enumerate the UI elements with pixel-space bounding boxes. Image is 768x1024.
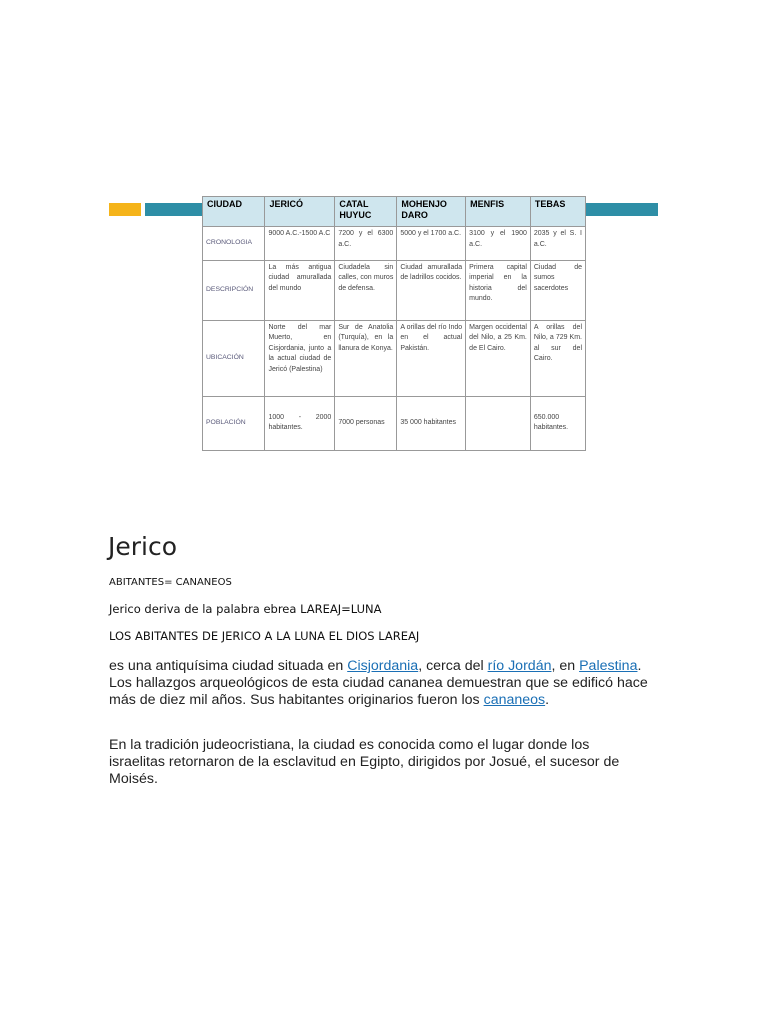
table-cell: 1000 - 2000 habitantes. [265,396,335,450]
table-cell: 35 000 habitantes [397,396,466,450]
table-header-cell: CIUDAD [203,197,265,227]
link-rio-jordan[interactable]: río Jordán [487,658,552,674]
table-header-cell: TEBAS [530,197,585,227]
link-cananeos[interactable]: cananeos [483,691,546,708]
paragraph-text: , en [551,658,580,674]
table-cell: Ciudad de sumos sacerdotes [530,260,585,320]
table-header-cell: CATAL HUYUC [335,197,397,227]
table-cell: 7200 y el 6300 a.C. [335,227,397,261]
table-header-cell: JERICÓ [265,197,335,227]
etymology-line: Jerico deriva de la palabra ebrea LAREAJ=LUNA [109,602,382,616]
table-row [203,396,586,450]
table-cell: Norte del mar Muerto, en Cisjordania, junto a la actual ciudad de Jericó (Palestina) [265,320,335,396]
table-cell: Margen occidental del Nilo, a 25 Km. de El Cairo. [466,320,531,396]
table-cell: 7000 personas [335,396,397,450]
cities-table-image [202,196,586,451]
table-cell: Sur de Anatolia (Turquía), en la llanura de Konya. [335,320,397,396]
table-header-row [203,197,586,227]
link-cisjordania[interactable]: Cisjordania [347,658,419,674]
table-row [203,320,586,396]
table-row [203,260,586,320]
paragraph-text: es una antiquísima ciudad situada en [109,658,348,674]
table-cell: 9000 A.C.-1500 A.C [265,227,335,261]
table-cell: 3100 y el 1900 a.C. [466,227,531,261]
table-row [203,227,586,261]
row-label: DESCRIPCIÓN [203,260,265,320]
row-label: CRONOLOGIA [203,227,265,261]
table-cell: Ciudad amurallada de ladrillos cocidos. [397,260,466,320]
row-label: UBICACIÓN [203,320,265,396]
table-header-cell: MOHENJO DARO [397,197,466,227]
table-cell: A orillas del Nilo, a 729 Km. al sur del Cairo. [530,320,585,396]
moon-god-line: LOS ABITANTES DE JERICO A LA LUNA EL DIOS LAREAJ [109,629,420,643]
paragraph-text: , cerca del [418,658,488,674]
table-cell: 2035 y el S. I a.C. [530,227,585,261]
table-cell: A orillas del río Indo en el actual Pakistán. [397,320,466,396]
paragraph-text: . Los hallazgos arqueológicos de esta ciudad cananea demuestran que se edificó hace más de diez mil años. Sus habitantes originarios fueron los [109,658,648,708]
row-label: POBLACIÓN [203,396,265,450]
link-palestina[interactable]: Palestina [579,658,638,674]
inhabitants-line: ABITANTES= CANANEOS [109,577,232,588]
paragraph-text: . [545,691,550,708]
table-cell [466,396,531,450]
intro-paragraph [109,658,649,708]
cities-table [202,196,586,451]
table-header-cell: MENFIS [466,197,531,227]
table-cell: La más antigua ciudad amurallada del mundo [265,260,335,320]
page-heading: Jerico [108,532,178,561]
header-accent-bar [109,203,141,216]
tradition-paragraph: En la tradición judeocristiana, la ciudad es conocida como el lugar donde los israelitas retornaron de la esclavitud en Egipto, dirigidos por Josué, el sucesor de Moisés. [109,737,620,787]
table-cell: 650.000 habitantes. [530,396,585,450]
table-cell: Primera capital imperial en la historia del mundo. [466,260,531,320]
table-cell: 5000 y el 1700 a.C. [397,227,466,261]
table-cell: Ciudadela sin calles, con muros de defensa. [335,260,397,320]
